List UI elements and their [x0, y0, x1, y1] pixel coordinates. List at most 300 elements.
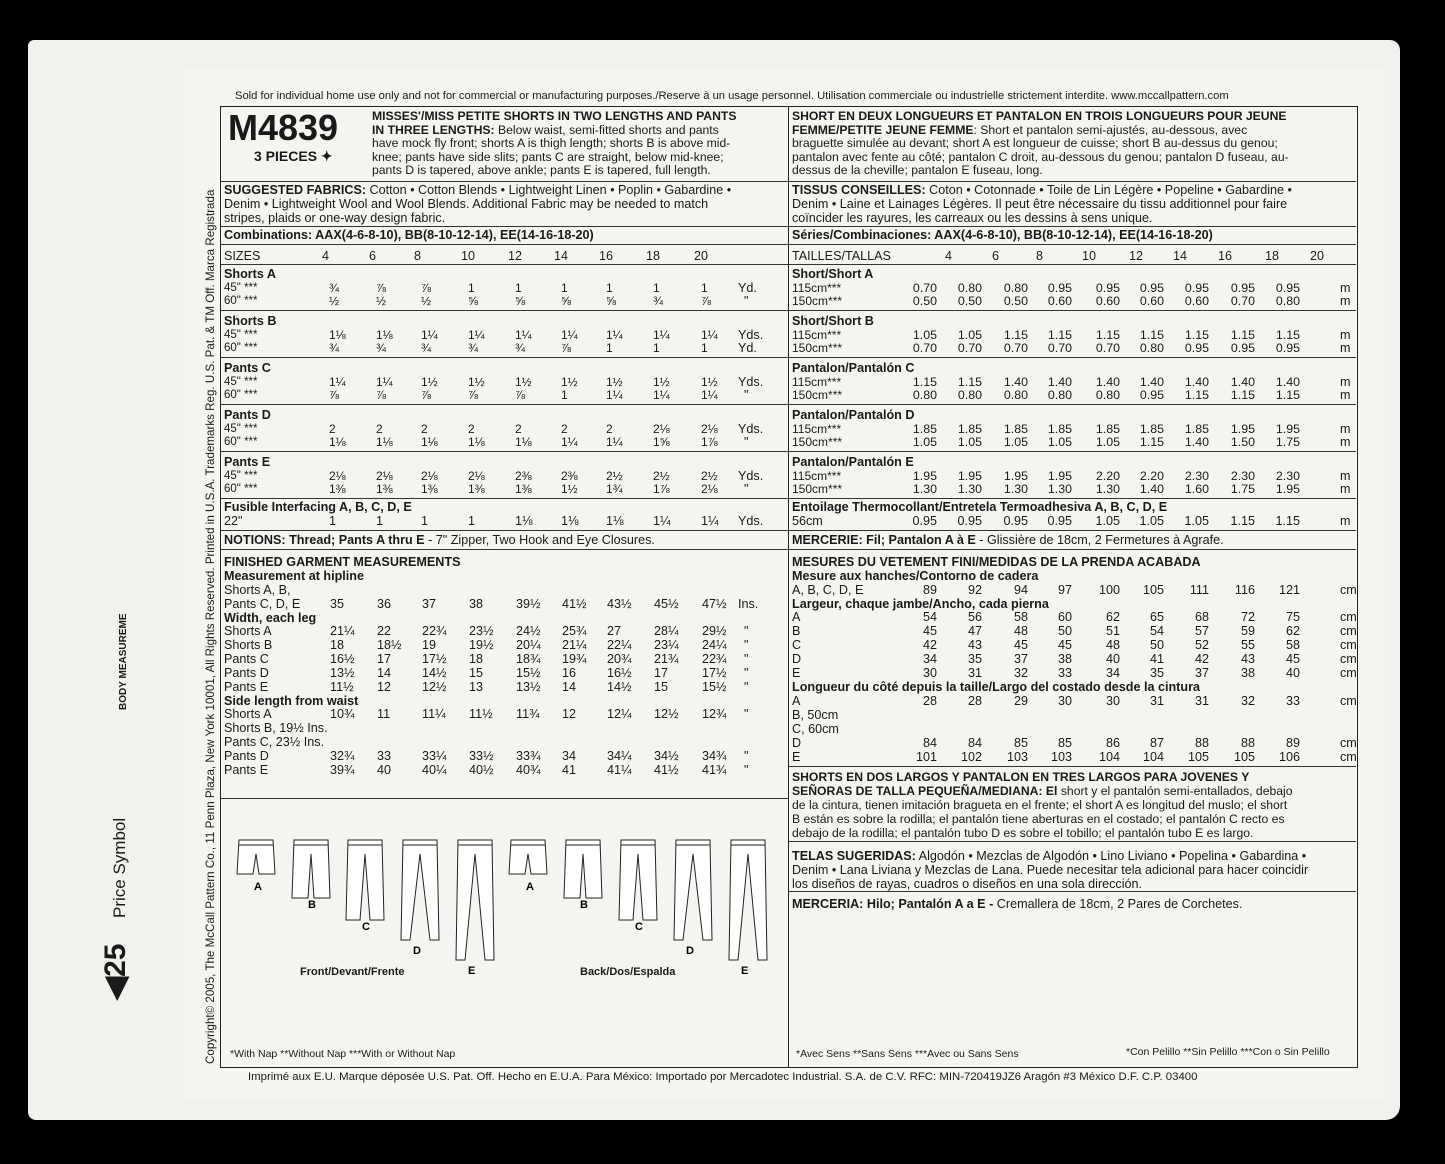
- measure-unit-fr: cm: [1340, 750, 1357, 764]
- yardage-value: 1½: [515, 375, 532, 389]
- yardage-value: ½: [421, 294, 432, 308]
- garment-drawing-D: [401, 840, 439, 940]
- yardage-view-title: Pants D: [224, 408, 271, 422]
- size-header: 10: [461, 249, 476, 263]
- yardage-value-fr: 1.75: [1230, 482, 1255, 496]
- measure-value: 17½: [422, 652, 447, 666]
- yardage-unit-fr: m: [1340, 435, 1351, 449]
- measure-value: 28¼: [654, 624, 679, 638]
- measure-row-label-fr: C: [792, 638, 802, 652]
- measure-value-fr: 97: [1057, 583, 1072, 597]
- measure-value-fr: 45: [922, 624, 937, 638]
- suggested-fabrics-line: stripes, plaids or one-way design fabric.: [224, 211, 446, 225]
- measure-value-fr: 45: [1013, 638, 1028, 652]
- measure-value: 22¾: [422, 624, 447, 638]
- interfacing-value: 1⅛: [515, 514, 533, 528]
- suggested-fabrics-line: SUGGESTED FABRICS: Cotton • Cotton Blends • Lightweight Linen • Poplin • Gabardine •: [224, 183, 732, 197]
- heading-prefix: SUGGESTED FABRICS:: [224, 183, 367, 197]
- yardage-value-fr: 1.05: [1047, 435, 1072, 449]
- view-letter: C: [362, 921, 370, 933]
- yardage-value: 1: [515, 281, 522, 295]
- measure-value: 38: [469, 597, 484, 611]
- yardage-unit: Yds.: [738, 328, 764, 342]
- sizes-label: SIZES: [224, 249, 261, 263]
- measure-value-fr: 105: [1142, 583, 1164, 597]
- yardage-value: ⅞: [515, 388, 526, 402]
- measure-value: 34: [562, 749, 577, 763]
- side-length-title-fr: Longueur du côté depuis la taille/Largo del costado desde la cintura: [792, 680, 1200, 694]
- measure-value-fr: 42: [1194, 652, 1209, 666]
- suggested-fabrics-line: Denim • Lightweight Wool and Wool Blends. Additional Fabric may be needed to match: [224, 197, 709, 211]
- combinations-line: Combinations: AAX(4-6-8-10), BB(8-10-12-14), EE(14-16-18-20): [224, 228, 594, 242]
- garment-description-es: SHORTS EN DOS LARGOS Y PANTALON EN TRES LARGOS PARA JOVENES Y: [792, 770, 1250, 784]
- yardage-value: 1: [468, 281, 475, 295]
- divider-line: [221, 181, 788, 182]
- measure-value-fr: 32: [1013, 666, 1028, 680]
- yardage-value-fr: 1.40: [1139, 482, 1164, 496]
- measure-value: 14: [377, 666, 392, 680]
- yardage-value: ⅞: [329, 388, 340, 402]
- measure-value-fr: 43: [967, 638, 982, 652]
- yardage-value-fr: 0.60: [1095, 294, 1120, 308]
- interfacing-title: Fusible Interfacing A, B, C, D, E: [224, 500, 412, 514]
- measure-value: 41½: [562, 597, 587, 611]
- yardage-view-title: Pants C: [224, 361, 271, 375]
- measure-unit: ": [744, 666, 749, 680]
- size-header: 16: [599, 249, 614, 263]
- measure-value: 22: [377, 624, 392, 638]
- yardage-value-fr: 1.40: [1230, 375, 1255, 389]
- yardage-value-fr: 0.80: [912, 388, 937, 402]
- yardage-value: 1⅛: [468, 435, 485, 449]
- yardage-value: 1⅛: [376, 435, 393, 449]
- yardage-value: 1: [606, 341, 613, 355]
- price-value: 25: [99, 943, 132, 977]
- yardage-value-fr: 2.20: [1095, 469, 1120, 483]
- yardage-value-fr: 0.95: [1047, 281, 1072, 295]
- measure-row-label-fr: E: [792, 666, 801, 680]
- hipline-views: Shorts A, B,: [224, 583, 291, 597]
- combinations-fr: Séries/Combinaciones: AAX(4-6-8-10), BB(8-10-12-14), EE(14-16-18-20): [792, 228, 1213, 242]
- yardage-value: 1¼: [561, 328, 578, 342]
- measure-value-fr: 87: [1149, 736, 1164, 750]
- yardage-value: 1¼: [606, 328, 623, 342]
- yardage-view-title-fr: Pantalon/Pantalón E: [792, 455, 914, 469]
- measure-value: 14½: [607, 680, 632, 694]
- garment-outline: [346, 840, 384, 920]
- yardage-value: 1⅝: [653, 435, 670, 449]
- size-header: 12: [508, 249, 523, 263]
- yardage-value-fr: 1.95: [1275, 482, 1300, 496]
- view-letter: B: [580, 899, 588, 911]
- yardage-value-fr: 1.15: [1095, 328, 1120, 342]
- divider-line: [221, 310, 788, 311]
- yardage-value: ⅞: [421, 388, 432, 402]
- yardage-value: 2: [561, 422, 568, 436]
- measure-value-fr: 106: [1278, 750, 1300, 764]
- column-divider: [788, 106, 789, 1068]
- pieces-count: 3 PIECES ✦: [254, 148, 333, 164]
- divider-line: [789, 498, 1356, 499]
- garment-outline: [401, 840, 439, 940]
- body-measurements-label: BODY MEASUREME: [118, 613, 129, 710]
- yardage-value: 1½: [561, 375, 578, 389]
- fabric-width: 45" ***: [224, 423, 258, 435]
- divider-line: [221, 357, 788, 358]
- yardage-unit-fr: m: [1340, 294, 1351, 308]
- yardage-unit-fr: m: [1340, 281, 1351, 295]
- divider-line: [789, 891, 1356, 892]
- measure-value-fr: 30: [1105, 694, 1120, 708]
- divider-line: [789, 264, 1356, 265]
- nap-legend-es: *Con Pelillo **Sin Pelillo ***Con o Sin Pelillo: [1126, 1046, 1330, 1058]
- divider-line: [789, 181, 1356, 182]
- measure-value: 27: [607, 624, 622, 638]
- yardage-value-fr: 1.15: [1139, 435, 1164, 449]
- measure-value: 12¼: [607, 707, 632, 721]
- heading-prefix: TISSUS CONSEILLES:: [792, 183, 926, 197]
- yardage-value-fr: 0.70: [957, 341, 982, 355]
- yardage-value-fr: 1.05: [957, 328, 982, 342]
- yardage-value-fr: 0.80: [957, 281, 982, 295]
- measure-value: 40¼: [422, 763, 447, 777]
- side-length-b-fr: B, 50cm: [792, 708, 839, 722]
- yardage-value: 1: [561, 388, 568, 402]
- notions-es: MERCERIA: Hilo; Pantalón A a E - Cremallera de 18cm, 2 Pares de Corchetes.: [792, 897, 1243, 911]
- yardage-value: 1¼: [653, 388, 670, 402]
- measure-value-fr: 45: [1285, 652, 1300, 666]
- divider-line: [789, 766, 1356, 767]
- finished-measurements-title: FINISHED GARMENT MEASUREMENTS: [224, 555, 461, 569]
- leg-width-title: Width, each leg: [224, 611, 317, 625]
- measure-unit: ": [744, 763, 749, 777]
- measure-value-fr: 62: [1105, 610, 1120, 624]
- measure-value: 18½: [377, 638, 402, 652]
- garment-description-line: pants D is tapered, above ankle; pants E is tapered, full length.: [372, 163, 711, 177]
- measure-value: 20¾: [607, 652, 632, 666]
- yardage-value: 1⅛: [515, 435, 532, 449]
- side-length-b: Shorts B, 19½ Ins.: [224, 721, 328, 735]
- measure-value: 21¾: [654, 652, 679, 666]
- size-header-fr: 16: [1218, 249, 1233, 263]
- measure-value: 40¾: [516, 763, 541, 777]
- yardage-value-fr: 1.15: [1230, 328, 1255, 342]
- garment-drawing-C: [619, 840, 657, 920]
- size-header: 6: [369, 249, 377, 263]
- measure-unit-fr: cm: [1340, 666, 1357, 680]
- measure-value-fr: 54: [1149, 624, 1164, 638]
- measure-value-fr: 104: [1098, 750, 1120, 764]
- yardage-unit-fr: m: [1340, 328, 1351, 342]
- size-header-fr: 4: [945, 249, 953, 263]
- yardage-value-fr: 1.75: [1275, 435, 1300, 449]
- measure-value: 41½: [654, 763, 679, 777]
- measure-value: 21¼: [562, 638, 587, 652]
- yardage-value-fr: 1.15: [957, 375, 982, 389]
- yardage-value: ⅞: [421, 281, 432, 295]
- garment-outline: [456, 840, 494, 960]
- measure-value-fr: 38: [1240, 666, 1255, 680]
- garment-description-line: IN THREE LENGTHS: Below waist, semi-fitted shorts and pants: [372, 122, 719, 137]
- yardage-value: 1⅛: [329, 435, 346, 449]
- yardage-unit: Yds.: [738, 469, 764, 483]
- measure-value: 22¾: [702, 652, 727, 666]
- view-letter: D: [686, 945, 694, 957]
- divider-line: [789, 530, 1356, 531]
- size-header: 20: [694, 249, 709, 263]
- yardage-unit-fr: m: [1340, 469, 1351, 483]
- measure-value-fr: 59: [1240, 624, 1255, 638]
- fabric-width-fr: 115cm***: [792, 281, 842, 295]
- yardage-value: ⅞: [376, 281, 387, 295]
- yardage-value: 2: [515, 422, 522, 436]
- measure-value-fr: 51: [1105, 624, 1120, 638]
- yardage-value: 1: [606, 281, 613, 295]
- divider-line: [789, 226, 1356, 227]
- measure-value: 33¼: [422, 749, 447, 763]
- yardage-value: 1½: [701, 375, 718, 389]
- yardage-unit: Yd.: [738, 281, 757, 295]
- yardage-value-fr: 1.40: [1139, 375, 1164, 389]
- yardage-value-fr: 1.15: [1275, 328, 1300, 342]
- interfacing-title-fr: Entoilage Thermocollant/Entretela Termoadhesiva A, B, C, D, E: [792, 500, 1168, 514]
- yardage-value: 1: [653, 281, 660, 295]
- size-header: 4: [322, 249, 330, 263]
- measure-value-fr: 32: [1240, 694, 1255, 708]
- heading-prefix: MERCERIA: Hilo; Pantalón A a E -: [792, 897, 997, 911]
- measure-value: 19½: [469, 638, 494, 652]
- measure-value-fr: 75: [1285, 610, 1300, 624]
- measure-value-fr: 38: [1057, 652, 1072, 666]
- measure-value: 23¼: [654, 638, 679, 652]
- measure-value-fr: 68: [1194, 610, 1209, 624]
- measure-unit-fr: cm: [1340, 652, 1357, 666]
- measure-value-fr: 94: [1013, 583, 1028, 597]
- measure-value: 25¾: [562, 624, 587, 638]
- yardage-value-fr: 0.50: [1003, 294, 1028, 308]
- yardage-value-fr: 1.40: [1275, 375, 1300, 389]
- measure-value-fr: 34: [1105, 666, 1120, 680]
- measure-value: 11¾: [516, 707, 540, 721]
- yardage-value: ¾: [329, 281, 340, 295]
- garment-description-fr: pantalon avec fente au côté; pantalon C droit, au-dessous du genou; pantalon D fuseau, au-: [792, 149, 1289, 164]
- fabric-width-fr: 150cm***: [792, 294, 843, 308]
- yardage-value: 2⅛: [701, 422, 718, 436]
- side-length-c-fr: C, 60cm: [792, 722, 839, 736]
- yardage-value-fr: 0.95: [1184, 341, 1209, 355]
- interfacing-value-fr: 1.15: [1230, 514, 1255, 528]
- yardage-value-fr: 1.40: [1184, 375, 1209, 389]
- view-letter: E: [741, 965, 749, 977]
- yardage-value-fr: 0.60: [1139, 294, 1164, 308]
- yardage-value: ⅞: [561, 341, 572, 355]
- measure-value: 24½: [516, 624, 541, 638]
- yardage-unit: ": [744, 482, 749, 496]
- measure-unit-fr: cm: [1340, 694, 1357, 708]
- garment-description-fr: braguette simulée au devant; short A est longueur de cuisse; short B au-dessus du genou;: [792, 136, 1278, 150]
- measure-value: 17: [377, 652, 392, 666]
- garment-description-line: MISSES'/MISS PETITE SHORTS IN TWO LENGTHS AND PANTS: [372, 109, 737, 123]
- yardage-view-title-fr: Short/Short A: [792, 267, 874, 281]
- garment-drawing-B: [564, 840, 602, 898]
- measure-unit-fr: cm: [1340, 638, 1357, 652]
- yardage-value-fr: 2.30: [1184, 469, 1209, 483]
- yardage-value-fr: 1.95: [957, 469, 982, 483]
- pattern-number: M4839: [228, 107, 339, 148]
- measure-value: 11¼: [422, 707, 446, 721]
- copyright-line: Copyright© 2005, The McCall Pattern Co., 11 Penn Plaza, New York 10001, All Rights Reserved. Printed in U.S.A. Trademarks Reg. U.S. Pat. & TM Off. Marca Registrada: [204, 189, 217, 1064]
- yardage-value-fr: 1.05: [1095, 435, 1120, 449]
- fabric-width-fr: 150cm***: [792, 341, 843, 355]
- yardage-value: ¾: [653, 294, 664, 308]
- measure-value-fr: 48: [1013, 624, 1028, 638]
- measure-value: 19: [422, 638, 437, 652]
- measure-value: 47½: [702, 597, 727, 611]
- yardage-value: 2: [376, 422, 383, 436]
- measure-unit: ": [744, 652, 749, 666]
- yardage-value: 1¾: [606, 482, 623, 496]
- yardage-value-fr: 1.15: [1139, 328, 1164, 342]
- yardage-value: 2⅛: [329, 469, 346, 483]
- divider-line: [789, 841, 1356, 842]
- measure-value: 12½: [654, 707, 679, 721]
- yardage-value: 2: [421, 422, 428, 436]
- measure-value-fr: 47: [967, 624, 982, 638]
- yardage-value: ⅞: [701, 294, 712, 308]
- yardage-value-fr: 0.60: [1047, 294, 1072, 308]
- fabric-width-fr: 150cm***: [792, 388, 843, 402]
- measure-value-fr: 85: [1057, 736, 1072, 750]
- measure-value-fr: 35: [1149, 666, 1164, 680]
- heading-prefix: SEÑORAS DE TALLA PEQUEÑA/MEDIANA: El: [792, 784, 1058, 798]
- hipline-title-fr: Mesure aux hanches/Contorno de cadera: [792, 569, 1039, 583]
- yardage-value-fr: 0.95: [1230, 341, 1255, 355]
- yardage-value: 1½: [468, 375, 485, 389]
- yardage-unit: ": [744, 435, 749, 449]
- measure-value-fr: 121: [1278, 583, 1300, 597]
- size-header-fr: 8: [1036, 249, 1044, 263]
- yardage-value: ⅝: [468, 294, 479, 308]
- price-code: [98, 944, 133, 1000]
- yardage-unit: ": [744, 388, 749, 402]
- yardage-unit: Yd.: [738, 341, 757, 355]
- measure-value-fr: 29: [1013, 694, 1028, 708]
- measure-value: 21¼: [330, 624, 355, 638]
- measure-value: 16½: [607, 666, 632, 680]
- measure-value: 41¾: [702, 763, 727, 777]
- measure-value: 29½: [702, 624, 727, 638]
- measure-row-label-fr: A: [792, 610, 801, 624]
- fabric-width-fr: 115cm***: [792, 328, 842, 342]
- yardage-unit: ": [744, 294, 749, 308]
- yardage-value: ½: [376, 294, 387, 308]
- yardage-value-fr: 1.30: [957, 482, 982, 496]
- measure-value: 17½: [702, 666, 727, 680]
- measure-value: 18: [469, 652, 484, 666]
- side-length-title: Side length from waist: [224, 694, 359, 708]
- yardage-value: 1⅜: [515, 482, 532, 496]
- interfacing-width: 22": [224, 514, 243, 528]
- measure-value: 34½: [654, 749, 679, 763]
- yardage-value: 2½: [701, 469, 718, 483]
- yardage-value: 2⅜: [561, 469, 578, 483]
- yardage-value-fr: 1.15: [912, 375, 937, 389]
- yardage-value-fr: 1.30: [1095, 482, 1120, 496]
- yardage-value-fr: 1.15: [1230, 388, 1255, 402]
- measure-value-fr: 45: [1057, 638, 1072, 652]
- measure-value: 14: [562, 680, 577, 694]
- measure-row-label: Shorts A: [224, 624, 272, 638]
- view-letter: B: [308, 899, 316, 911]
- yardage-value: 1½: [653, 375, 670, 389]
- measure-row-label-fr: E: [792, 750, 801, 764]
- view-letter: A: [526, 881, 534, 893]
- interfacing-width-fr: 56cm: [792, 514, 823, 528]
- price-symbol-label: Price Symbol: [110, 817, 129, 918]
- yardage-value-fr: 1.85: [1095, 422, 1120, 436]
- yardage-value: 2⅛: [701, 482, 718, 496]
- yardage-value: 1½: [561, 482, 578, 496]
- interfacing-value-fr: 0.95: [957, 514, 982, 528]
- measure-value: 17: [654, 666, 669, 680]
- measure-value: 23½: [469, 624, 494, 638]
- interfacing-value: 1¼: [701, 514, 719, 528]
- measure-value-fr: 62: [1285, 624, 1300, 638]
- measure-value: 32¾: [330, 749, 355, 763]
- measure-value: 10¾: [330, 707, 355, 721]
- yardage-value-fr: 0.50: [957, 294, 982, 308]
- heading-prefix: MERCERIE: Fil; Pantalon A à E: [792, 533, 980, 547]
- sizes-label-fr: TAILLES/TALLAS: [792, 249, 891, 263]
- fabric-width: 60" ***: [224, 295, 258, 307]
- measure-value: 15½: [516, 666, 541, 680]
- garment-drawing-E: [729, 840, 767, 960]
- yardage-value: 1⅜: [468, 482, 485, 496]
- yardage-value: 1⅞: [653, 482, 670, 496]
- yardage-value: 1¼: [606, 388, 623, 402]
- yardage-value-fr: 2.30: [1230, 469, 1255, 483]
- yardage-value-fr: 0.95: [1139, 388, 1164, 402]
- measure-value-fr: 28: [967, 694, 982, 708]
- yardage-value-fr: 1.85: [1047, 422, 1072, 436]
- divider-line: [789, 357, 1356, 358]
- garment-outline: [729, 840, 767, 960]
- yardage-value-fr: 0.60: [1184, 294, 1209, 308]
- heading-prefix: FEMME/PETITE JEUNE FEMME: [792, 122, 974, 137]
- yardage-value: 2: [468, 422, 475, 436]
- measure-value-fr: 104: [1142, 750, 1164, 764]
- yardage-value: 1¼: [701, 328, 718, 342]
- garment-drawing-C: [346, 840, 384, 920]
- yardage-value: 1¼: [421, 328, 438, 342]
- yardage-value: 1: [701, 281, 708, 295]
- measure-value-fr: 84: [922, 736, 937, 750]
- measure-value: 12: [562, 707, 577, 721]
- yardage-value-fr: 1.60: [1184, 482, 1209, 496]
- garment-description-es: de la cintura, tienen imitación bragueta en el frente; el short A es longitud del muslo; el short: [792, 798, 1288, 812]
- yardage-value: 2⅛: [468, 469, 485, 483]
- yardage-value-fr: 0.70: [1230, 294, 1255, 308]
- interfacing-value: 1: [329, 514, 337, 528]
- measure-value: 11½: [469, 707, 493, 721]
- measure-value-fr: 89: [1285, 736, 1300, 750]
- nap-legend-en: *With Nap **Without Nap ***With or Without Nap: [230, 1048, 456, 1060]
- interfacing-value: 1: [421, 514, 429, 528]
- yardage-value-fr: 0.95: [1275, 281, 1300, 295]
- yardage-value: 1⅜: [376, 482, 393, 496]
- measure-value-fr: 88: [1240, 736, 1255, 750]
- yardage-value-fr: 1.95: [1047, 469, 1072, 483]
